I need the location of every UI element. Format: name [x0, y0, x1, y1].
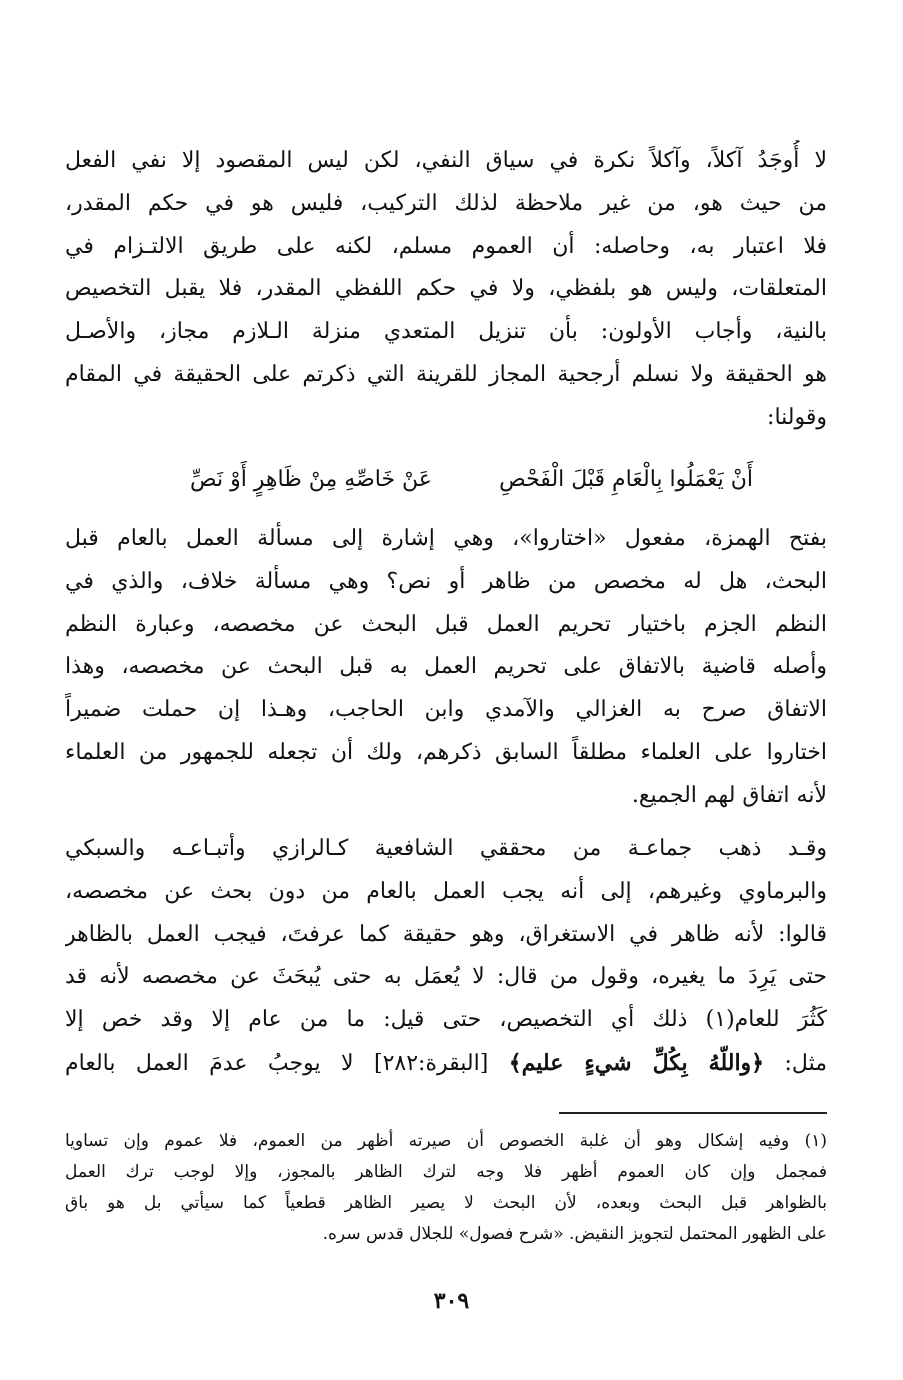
line-suffix: لا يوجبُ عدمَ العمل بالعام [65, 1050, 354, 1076]
text-line: والبرماوي وغيرهم، إلى أنه يجب العمل بالعام من دون بحث عن مخصصه، [65, 878, 827, 904]
paragraph-1 [65, 140, 827, 440]
verse-first-hemistich: أَنْ يَعْمَلُوا بِالْعَامِ قَبْلَ الْفَحْصِ [499, 467, 753, 492]
text-line: البحث، هل له مخصص من ظاهر أو نص؟ وهي مسألة خلاف، والذي في [65, 568, 827, 594]
text-line: حتى يَرِدَ ما يغيره، وقول من قال: لا يُعمَل به حتى يُبحَثَ عن مخصصه لأنه قد [65, 964, 827, 990]
text-line: وأصله قاضية بالاتفاق على تحريم العمل به قبل البحث عن مخصصه، وهذا [65, 654, 827, 680]
paragraph-3 [65, 828, 827, 1085]
text-line: المتعلقات، وليس هو بلفظي، ولا في حكم اللفظي المقدر، فلا يقبل التخصيص [65, 276, 827, 302]
footnote-line: على الظهور المحتمل لتجويز النقيض. «شرح فصول» للجلال قدس سره. [322, 1224, 827, 1244]
footnote [65, 1126, 827, 1250]
text-line: هو الحقيقة ولا نسلم أرجحية المجاز للقرينة التي ذكرتم على الحقيقة في المقام [65, 361, 827, 387]
footnote-line: (١) وفيه إشكال وهو أن غلبة الخصوص أن صيرته أظهر من العموم، فلا عموم وإن تساويا [65, 1131, 827, 1151]
text-line: بفتح الهمزة، مفعول «اختاروا»، وهي إشارة إلى مسألة العمل بالعام قبل [65, 526, 827, 551]
footnote-separator [559, 1112, 827, 1114]
footnote-line: فمجمل وإن كان العموم أظهر فلا وجه لترك الظاهر بالمجوز، وإلا لوجب ترك العمل [65, 1162, 827, 1182]
text-line: اختاروا على العلماء مطلقاً السابق ذكرهم، ولك أن تجعله للجمهور من العلماء [65, 739, 827, 765]
footnote-line: بالظواهر قبل البحث وبعده، لأن البحث لا يصير الظاهر قطعياً كما سيأتي بل هو باق [65, 1193, 827, 1213]
paragraph-2 [65, 518, 827, 818]
text-line-with-quran [65, 1042, 827, 1085]
text-line: النظم الجزم باختيار تحريم العمل قبل البحث عن مخصصه، وعبارة النظم [65, 611, 827, 637]
text-line: وقولنا: [767, 404, 827, 430]
verse-second-hemistich: عَنْ خَاصِّهِ مِنْ ظَاهِرٍ أَوْ نَصِّ [190, 467, 432, 492]
quran-verse-quote: ﴿واللّهُ بِكُلِّ شيءٍ عليم﴾ [508, 1049, 765, 1076]
text-line: فلا اعتبار به، وحاصله: أن العموم مسلم، لكنه على طريق الالتـزام في [65, 233, 827, 259]
quran-reference: [البقرة:٢٨٢] [353, 1050, 509, 1076]
line-prefix: مثل: [764, 1050, 827, 1076]
poem-verse [65, 455, 827, 505]
text-line: الاتفاق صرح به الغزالي والآمدي وابن الحاجب، وهـذا إن حملت ضميراً [65, 697, 827, 723]
text-line: بالنية، وأجاب الأولون: بأن تنزيل المتعدي منزلة الـلازم مجاز، والأصـل [65, 319, 827, 345]
text-line: كَثُرَ للعام(١) ذلك أي التخصيص، حتى قيل: ما من عام إلا وقد خص إلا [65, 1007, 827, 1033]
text-line: وقـد ذهب جماعـة من محققي الشافعية كـالرازي وأتبـاعـه والسبكي [65, 836, 827, 861]
text-line: قالوا: لأنه ظاهر في الاستغراق، وهو حقيقة كما عرفتَ، فيجب العمل بالظاهر [65, 921, 827, 947]
text-line: لا أُوجَدُ آكلاً، وآكلاً نكرة في سياق النفي، لكن ليس المقصود إلا نفي الفعل [65, 148, 827, 173]
text-line: من حيث هو، من غير ملاحظة لذلك التركيب، فليس هو في حكم المقدر، [65, 190, 827, 216]
text-line: لأنه اتفاق لهم الجميع. [631, 782, 827, 808]
page-number: ٣٠٩ [433, 1288, 470, 1314]
